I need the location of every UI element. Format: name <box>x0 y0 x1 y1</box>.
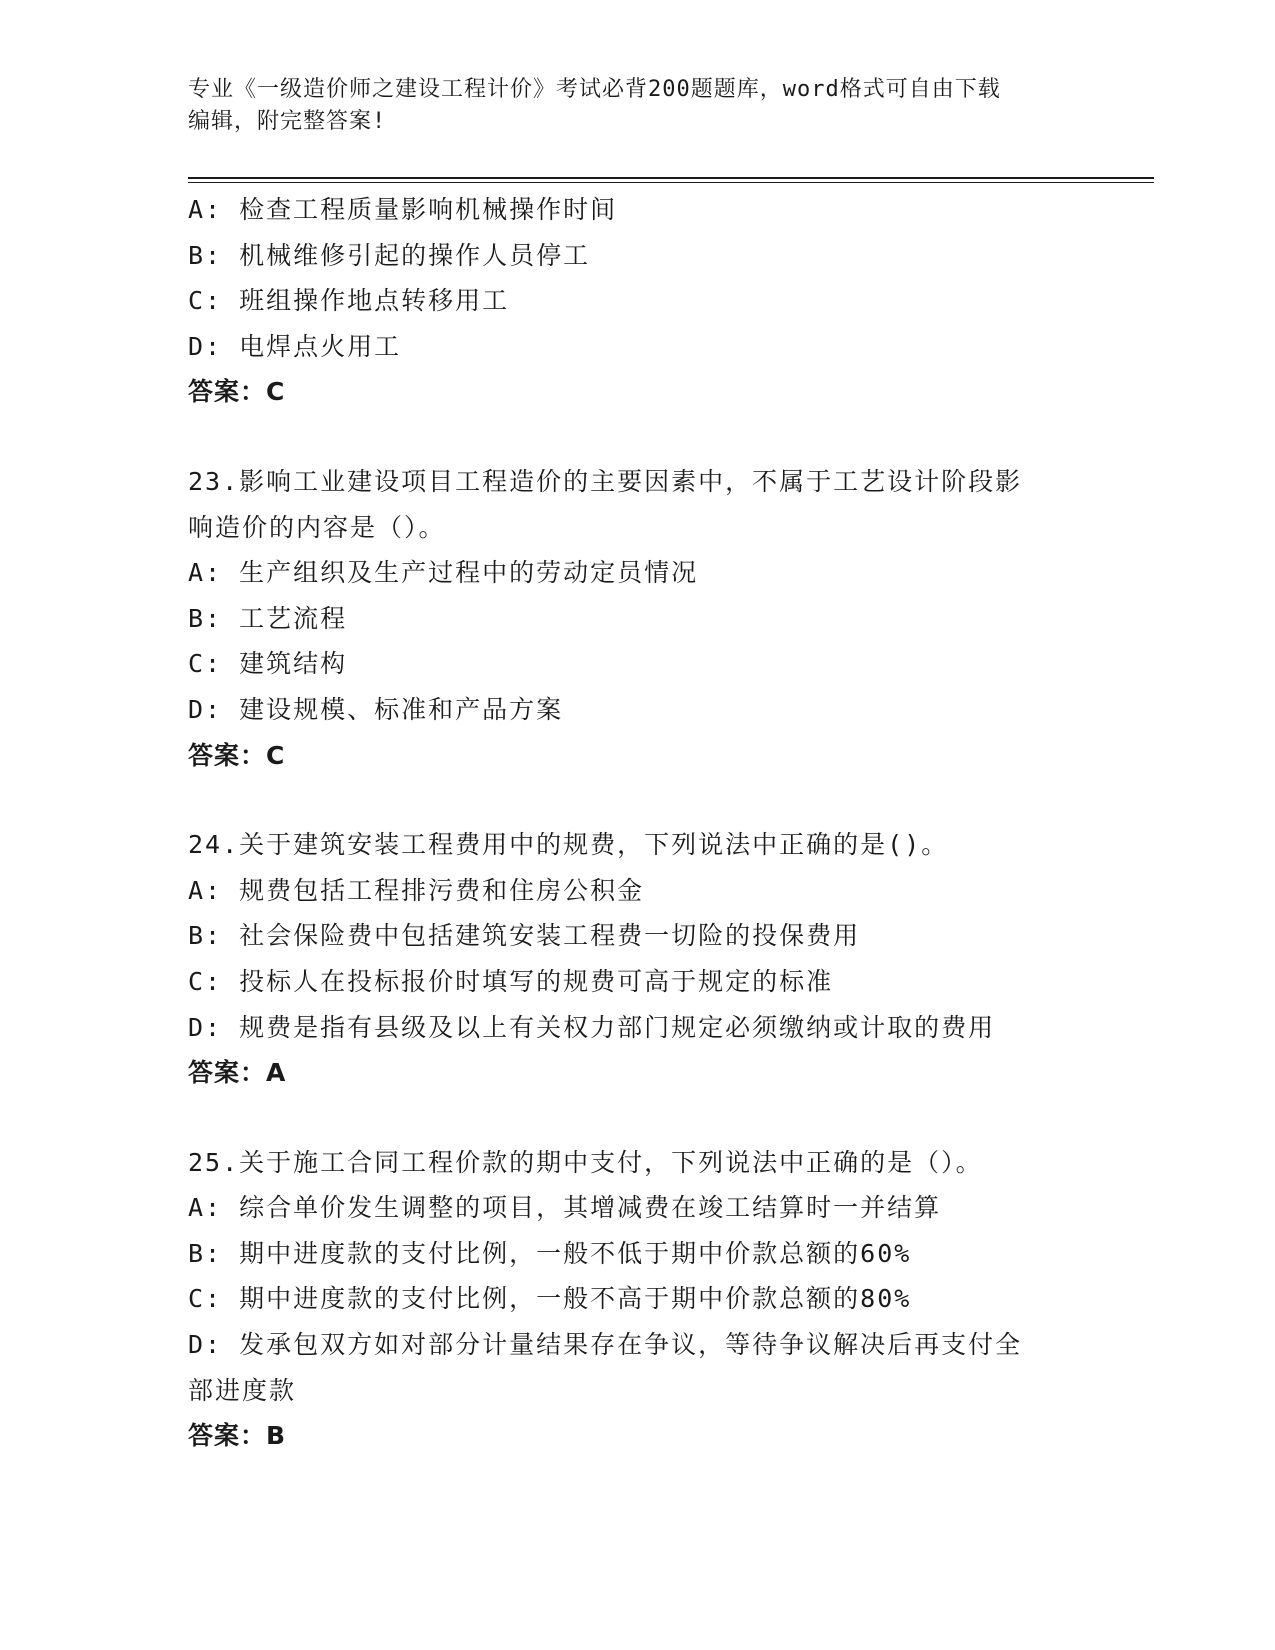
question-list <box>188 187 1088 1459</box>
option-a: A: 生产组织及生产过程中的劳动定员情况 <box>188 558 699 588</box>
question-stem-line-1: 24.关于建筑安装工程费用中的规费，下列说法中正确的是()。 <box>188 830 949 860</box>
option-d: D: 规费是指有县级及以上有关权力部门规定必须缴纳或计取的费用 <box>188 1012 996 1042</box>
document-header <box>188 74 1088 138</box>
option-d-line-1: D: 发承包双方如对部分计量结果存在争议，等待争议解决后再支付全 <box>188 1330 1023 1360</box>
option-a: A: 规费包括工程排污费和住房公积金 <box>188 875 645 905</box>
question-block-24 <box>188 822 1088 1096</box>
option-d: D: 电焊点火用工 <box>188 331 402 361</box>
option-c: C: 班组操作地点转移用工 <box>188 286 510 316</box>
question-block-22 <box>188 187 1088 415</box>
option-c: C: 建筑结构 <box>188 649 348 679</box>
option-d-line-2: 部进度款 <box>188 1375 297 1405</box>
question-block-23 <box>188 459 1088 778</box>
block-spacer <box>188 415 1088 459</box>
header-divider-thin <box>188 182 1154 183</box>
question-stem-line-2: 响造价的内容是（）。 <box>188 512 446 542</box>
answer-line: 答案：B <box>188 1421 287 1451</box>
answer-line: 答案：C <box>188 740 286 770</box>
header-divider-thick <box>188 177 1154 179</box>
question-block-25 <box>188 1140 1088 1459</box>
question-stem-line-1: 25.关于施工合同工程价款的期中支付，下列说法中正确的是（）。 <box>188 1147 983 1177</box>
option-a: A: 检查工程质量影响机械操作时间 <box>188 195 618 224</box>
block-spacer <box>188 778 1088 822</box>
option-c: C: 投标人在投标报价时填写的规费可高于规定的标准 <box>188 966 834 996</box>
header-title-line-1: 专业《一级造价师之建设工程计价》考试必背200题题库，word格式可自由下载 <box>188 77 1001 102</box>
option-b: B: 期中进度款的支付比例，一般不低于期中价款总额的60% <box>188 1238 912 1268</box>
option-d: D: 建设规模、标准和产品方案 <box>188 694 564 724</box>
answer-line: 答案：A <box>188 1058 287 1088</box>
block-spacer <box>188 1096 1088 1140</box>
question-stem-line-1: 23.影响工业建设项目工程造价的主要因素中，不属于工艺设计阶段影 <box>188 466 1023 496</box>
header-title-line-2: 编辑，附完整答案! <box>188 109 387 134</box>
option-b: B: 社会保险费中包括建筑安装工程费一切险的投保费用 <box>188 921 861 951</box>
option-a: A: 综合单价发生调整的项目，其增减费在竣工结算时一并结算 <box>188 1193 942 1223</box>
option-c: C: 期中进度款的支付比例，一般不高于期中价款总额的80% <box>188 1284 912 1314</box>
answer-line: 答案：C <box>188 377 286 407</box>
option-b: B: 机械维修引起的操作人员停工 <box>188 240 591 270</box>
option-b: B: 工艺流程 <box>188 603 348 633</box>
